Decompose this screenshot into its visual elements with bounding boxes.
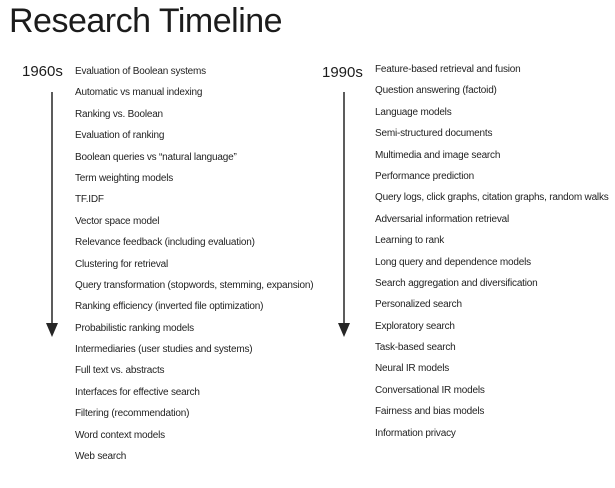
topic-item: Ranking vs. Boolean	[75, 108, 163, 120]
era-label-1990s: 1990s	[322, 64, 363, 81]
topic-item: Filtering (recommendation)	[75, 408, 190, 420]
topic-item: Relevance feedback (including evaluation)	[75, 237, 255, 249]
topic-item: Adversarial information retrieval	[375, 213, 510, 225]
topic-item: Neural IR models	[375, 363, 450, 375]
topic-list-1960s	[75, 61, 313, 467]
topic-item: Exploratory search	[375, 320, 455, 332]
topic-item: Evaluation of Boolean systems	[75, 66, 206, 77]
topic-item: Term weighting models	[75, 172, 174, 184]
era-label-1960s: 1960s	[22, 63, 63, 80]
arrow-head	[338, 323, 350, 337]
topic-item: Clustering for retrieval	[75, 258, 169, 270]
topic-item: Feature-based retrieval and fusion	[375, 64, 521, 75]
topic-item: Performance prediction	[375, 170, 474, 182]
topic-item: Search aggregation and diversification	[375, 277, 538, 289]
topic-item: Query logs, click graphs, citation graphs, random walks	[375, 192, 609, 204]
topic-item: Probabilistic ranking models	[75, 322, 194, 334]
topic-item: Vector space model	[75, 215, 160, 227]
topic-item: Evaluation of ranking	[75, 130, 165, 142]
topic-item: Question answering (factoid)	[375, 85, 497, 97]
topic-item: Full text vs. abstracts	[75, 365, 165, 377]
down-arrow-icon	[337, 92, 351, 338]
topic-item: Intermediaries (user studies and systems)	[75, 344, 253, 356]
topic-item: Language models	[375, 106, 452, 118]
down-arrow-icon	[45, 92, 59, 338]
topic-item: Multimedia and image search	[375, 149, 501, 161]
topic-item: Query transformation (stopwords, stemming, expansion)	[75, 279, 314, 291]
arrow-head	[46, 323, 58, 337]
topic-item: Long query and dependence models	[375, 256, 531, 268]
topic-item: Word context models	[75, 429, 165, 441]
topic-item: Conversational IR models	[375, 384, 485, 396]
topic-item: Learning to rank	[375, 235, 445, 247]
topic-list-1990s	[375, 59, 609, 444]
page-title: Research Timeline	[9, 2, 283, 40]
topic-item: Web search	[75, 451, 127, 463]
topic-item: Semi-structured documents	[375, 128, 493, 140]
topic-item: Automatic vs manual indexing	[75, 87, 203, 99]
topic-item: Boolean queries vs “natural language”	[75, 151, 237, 163]
topic-item: Personalized search	[375, 299, 462, 311]
topic-item: TF.IDF	[75, 194, 104, 206]
topic-item: Interfaces for effective search	[75, 386, 200, 398]
topic-item: Information privacy	[375, 427, 456, 439]
topic-item: Ranking efficiency (inverted file optimization)	[75, 301, 264, 313]
topic-item: Task-based search	[375, 342, 456, 354]
topic-item: Fairness and bias models	[375, 406, 485, 418]
